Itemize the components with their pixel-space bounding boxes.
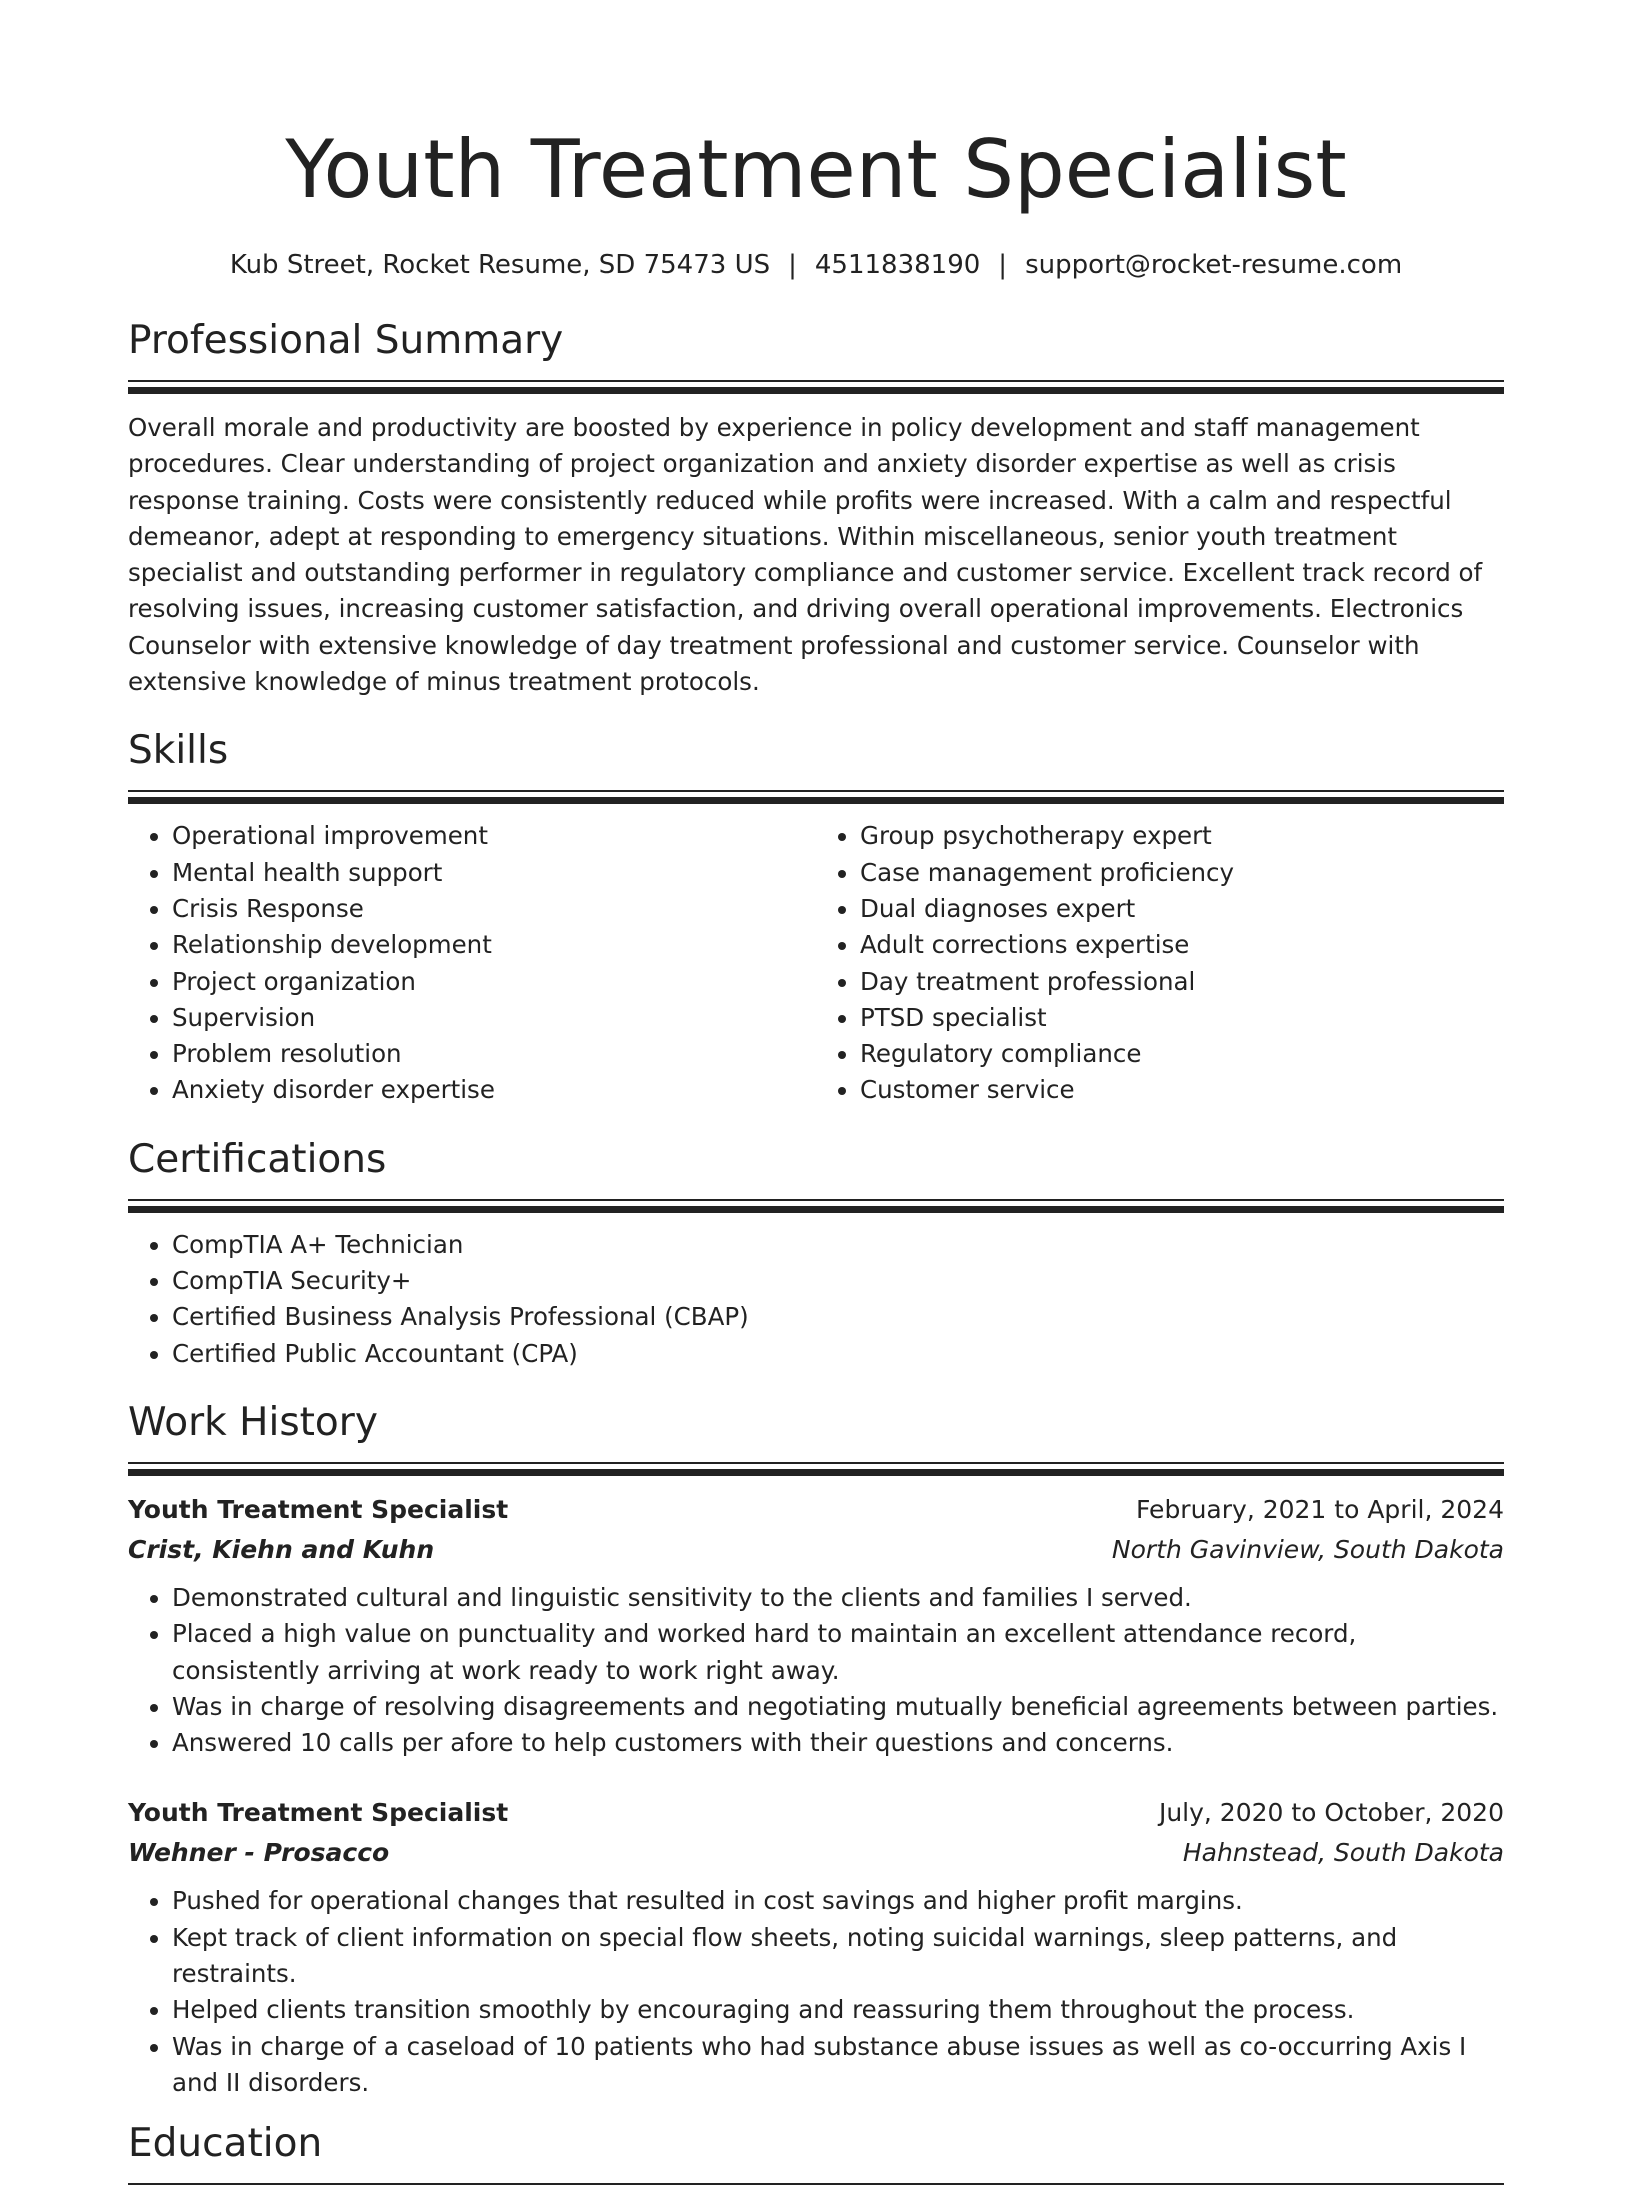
work-history-section <box>128 1398 1504 2101</box>
job-bullet: • Kept track of client information on special flow sheets, noting suicidal warnings, sleep patterns, and restraints. <box>172 1920 1504 1993</box>
contact-email: support@rocket-resume.com <box>1025 250 1403 280</box>
job-dates: February, 2021 to April, 2024 <box>1136 1494 1504 1524</box>
section-divider <box>128 790 1504 792</box>
section-divider-thick <box>128 797 1504 804</box>
contact-phone: 4511838190 <box>814 250 981 280</box>
contact-separator: | <box>788 250 797 280</box>
skill-item: • Customer service <box>860 1072 1504 1108</box>
job-header <box>128 1793 1504 1833</box>
job-bullet: • Demonstrated cultural and linguistic sensitivity to the clients and families I served. <box>172 1580 1504 1616</box>
contact-address: Kub Street, Rocket Resume, SD 75473 US <box>229 250 771 280</box>
summary-section <box>128 316 1504 700</box>
job-company: Wehner - Prosacco <box>128 1838 390 1868</box>
candidate-name: Youth Treatment Specialist <box>285 123 1347 216</box>
section-title-skills: Skills <box>128 728 229 774</box>
resume-page <box>128 0 1504 2185</box>
job-header <box>128 1490 1504 1530</box>
skills-list-right <box>816 818 1504 1108</box>
skill-item: • Relationship development <box>172 927 816 963</box>
job-bullets <box>128 1883 1504 2101</box>
skill-item: • Adult corrections expertise <box>860 927 1504 963</box>
certification-item: • Certified Public Accountant (CPA) <box>172 1336 1504 1372</box>
job-bullet: • Helped clients transition smoothly by encouraging and reassuring them throughout the process. <box>172 1992 1504 2028</box>
job-company: Crist, Kiehn and Kuhn <box>128 1534 435 1564</box>
skill-item: • Regulatory compliance <box>860 1036 1504 1072</box>
section-divider <box>128 380 1504 382</box>
skill-item: • Problem resolution <box>172 1036 816 1072</box>
certifications-list <box>128 1227 1504 1372</box>
section-title-education: Education <box>128 2121 323 2167</box>
job-location: North Gavinview, South Dakota <box>1111 1534 1504 1564</box>
skill-item: • Day treatment professional <box>860 964 1504 1000</box>
skill-item: • Dual diagnoses expert <box>860 891 1504 927</box>
certification-item: • CompTIA Security+ <box>172 1263 1504 1299</box>
section-divider-thick <box>128 1469 1504 1476</box>
certifications-section <box>128 1135 1504 1372</box>
section-title-summary: Professional Summary <box>128 318 564 363</box>
skill-item: • Project organization <box>172 964 816 1000</box>
certification-item: • CompTIA A+ Technician <box>172 1227 1504 1263</box>
skill-item: • Anxiety disorder expertise <box>172 1072 816 1108</box>
job-location: Hahnstead, South Dakota <box>1182 1838 1504 1868</box>
job-bullet: • Pushed for operational changes that resulted in cost savings and higher profit margins. <box>172 1883 1504 1919</box>
skill-item: • Operational improvement <box>172 818 816 854</box>
skill-item: • Supervision <box>172 1000 816 1036</box>
skills-list-left <box>128 818 816 1108</box>
contact-line <box>128 248 1504 282</box>
job-entry <box>128 1793 1504 2101</box>
section-divider <box>128 1199 1504 1201</box>
job-title: Youth Treatment Specialist <box>128 1798 509 1828</box>
skills-columns <box>128 818 1504 1108</box>
summary-text: Overall morale and productivity are boosted by experience in policy development and staff management procedures. Clear understanding of project organization and anxiety disorder expertise as well as crisis response training. Costs were consistently reduced while profits were increased. With a calm and respectful demeanor, adept at responding to emergency situations. Within miscellaneous, senior youth treatment specialist and outstanding performer in regulatory compliance and customer service. Excellent track record of resolving issues, increasing customer satisfaction, and driving overall operational improvements. Electronics Counselor with extensive knowledge of day treatment professional and customer service. Counselor with extensive knowledge of minus treatment protocols. <box>128 413 1483 697</box>
section-divider-thick <box>128 1206 1504 1213</box>
skills-section <box>128 726 1504 1108</box>
education-section <box>128 2119 1504 2185</box>
skill-item: • Crisis Response <box>172 891 816 927</box>
section-divider <box>128 1462 1504 1464</box>
job-title: Youth Treatment Specialist <box>128 1494 509 1524</box>
contact-separator: | <box>998 250 1008 280</box>
certification-item: • Certified Business Analysis Professional (CBAP) <box>172 1299 1504 1335</box>
job-bullet: • Was in charge of a caseload of 10 patients who had substance abuse issues as well as co-occurring Axis I and II disorders. <box>172 2029 1504 2102</box>
section-title-certifications: Certifications <box>128 1136 387 1182</box>
section-divider-thick <box>128 387 1504 394</box>
job-entry <box>128 1490 1504 1761</box>
job-bullet: • Answered 10 calls per afore to help customers with their questions and concerns. <box>172 1725 1504 1761</box>
job-subheader <box>128 1833 1504 1873</box>
job-bullets <box>128 1580 1504 1761</box>
job-bullet: • Placed a high value on punctuality and worked hard to maintain an excellent attendance record, consistently arriving at work ready to work right away. <box>172 1616 1504 1689</box>
skill-item: • Group psychotherapy expert <box>860 818 1504 854</box>
skill-item: • PTSD specialist <box>860 1000 1504 1036</box>
job-subheader <box>128 1530 1504 1570</box>
job-dates: July, 2020 to October, 2020 <box>1158 1798 1504 1828</box>
skill-item: • Mental health support <box>172 855 816 891</box>
section-title-work-history: Work History <box>128 1399 378 1445</box>
skill-item: • Case management proficiency <box>860 855 1504 891</box>
job-bullet: • Was in charge of resolving disagreements and negotiating mutually beneficial agreements between parties. <box>172 1689 1504 1725</box>
